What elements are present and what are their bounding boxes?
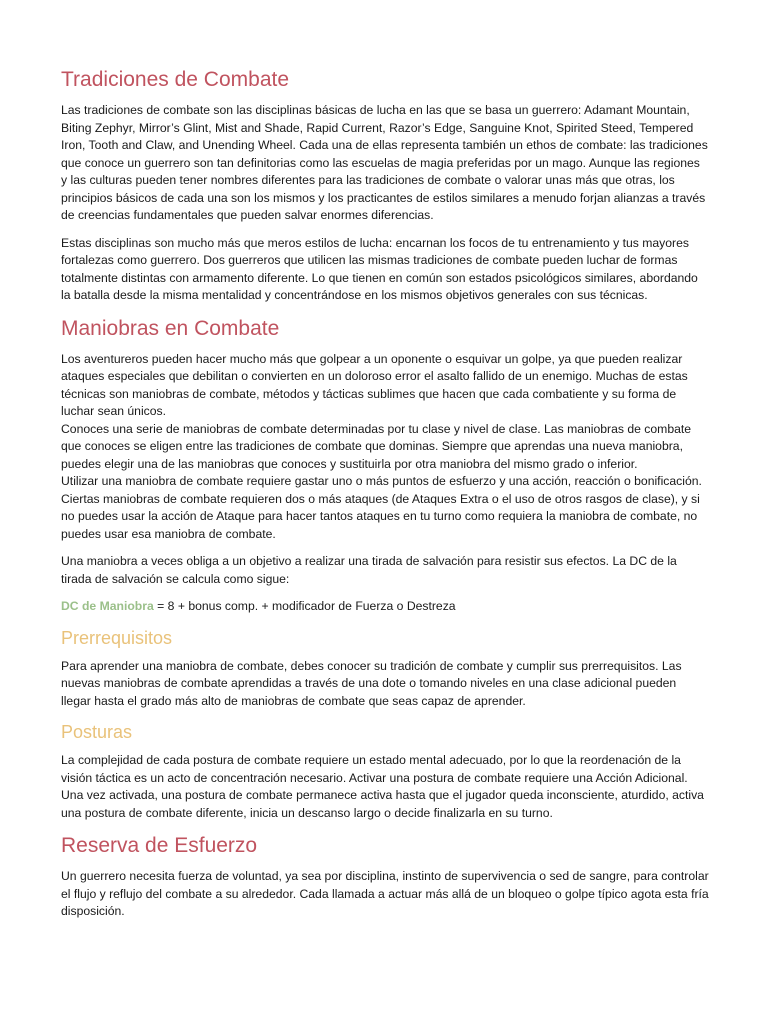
dc-formula-line: [61, 598, 709, 616]
paragraph-maniobras-4: Una maniobra a veces obliga a un objetivo a realizar una tirada de salvación para resistir sus efectos. La DC de la tirada de salvación se calcula como sigue:: [61, 554, 677, 586]
heading-maniobras-en-combate: Maniobras en Combate: [61, 316, 280, 340]
dc-formula: = 8 + bonus comp. + modificador de Fuerza o Destreza: [153, 599, 456, 613]
paragraph-tradiciones-2: Estas disciplinas son mucho más que meros estilos de lucha: encarnan los focos de tu entrenamiento y tus mayores fortalezas como guerrero. Dos guerreros que utilicen las mismas tradiciones de combate pueden luchar de formas totalmente distintas con armamento diferente. Lo que tienen en común son estados psicológicos similares, abordando la batalla desde la misma mentalidad y concentrándose en los mismos objetivos generales con sus técnicas.: [61, 235, 698, 302]
heading-reserva-de-esfuerzo: Reserva de Esfuerzo: [61, 834, 258, 857]
paragraph-maniobras-3: Utilizar una maniobra de combate requiere gastar uno o más puntos de esfuerzo y una acción, reacción o bonificación. Ciertas maniobras de combate requieren dos o más ataques (de Ataques Extra o el uso de otros rasgos de clase), y si no puedes usar la acción de Ataque para hacer tantos ataques en tu turno como requiera la maniobra de combate, no puedes usar esa maniobra de combate.: [61, 474, 702, 541]
paragraph-maniobras-2: Conoces una serie de maniobras de combate determinadas por tu clase y nivel de clase. Las maniobras de combate que conoces se eligen entre las tradiciones de combate que dominas. Siempre que aprendas una nueva maniobra, puedes elegir una de las maniobras que conoces y sustituirla por otra maniobra del mismo grado o inferior.: [61, 421, 692, 471]
paragraph-reserva: Un guerrero necesita fuerza de voluntad, ya sea por disciplina, instinto de supervivencia o sed de sangre, para controlar el flujo y reflujo del combate a su alrededor. Cada llamada a actuar más allá de un bloqueo o golpe típico agota esta fría disposición.: [61, 869, 709, 918]
heading-prerrequisitos: Prerrequisitos: [61, 627, 173, 648]
dc-label: DC de Maniobra: [61, 599, 154, 613]
heading-tradiciones-de-combate: Tradiciones de Combate: [61, 68, 290, 91]
paragraph-posturas: La complejidad de cada postura de combate requiere un estado mental adecuado, por lo que la reordenación de la visión táctica es un acto de concentración necesario. Activar una postura de combate requiere una Acción Adicional. Una vez activada, una postura de combate permanece activa hasta que el jugador queda inconsciente, aturdido, activa una postura de combate diferente, inicia un descanso largo o decide finalizarla en su turno.: [61, 753, 704, 820]
paragraph-prerrequisitos: Para aprender una maniobra de combate, debes conocer su tradición de combate y cumplir sus prerrequisitos. Las nuevas maniobras de combate aprendidas a través de una dote o tomando niveles en una clase adicional pueden llegar hasta el grado más alto de maniobras de combate que seas capaz de aprender.: [61, 658, 682, 708]
paragraph-maniobras-1: Los aventureros pueden hacer mucho más que golpear a un oponente o esquivar un golpe, ya que pueden realizar ataques especiales que debilitan o convierten en un doloroso error el asalto fallido de un enemigo. Muchas de estas técnicas son maniobras de combate, métodos y tácticas sublimes que hacen que cada combatiente y su forma de luchar sean únicos.: [61, 351, 688, 418]
document-page: [61, 64, 709, 931]
heading-posturas: Posturas: [61, 722, 133, 742]
paragraph-tradiciones-1: Las tradiciones de combate son las disciplinas básicas de lucha en las que se basa un guerrero: Adamant Mountain, Biting Zephyr, Mirror’s Glint, Mist and Shade, Rapid Current, Razor’s Edge, Sanguine Knot, Spirited Steed, Tempered Iron, Tooth and Claw, and Unending Wheel. Cada una de ellas representa también un ethos de combate: las tradiciones que conoce un guerrero son tan definitorias como las escuelas de magia preferidas por un mago. Aunque las regiones y las culturas pueden tener nombres diferentes para las tradiciones de combate o valorar unas más que otras, los principios básicos de cada una son los mismos y los practicantes de estilos similares a menudo forjan alianzas a través de creencias fundamentales que pueden salvar enormes diferencias.: [61, 103, 708, 222]
